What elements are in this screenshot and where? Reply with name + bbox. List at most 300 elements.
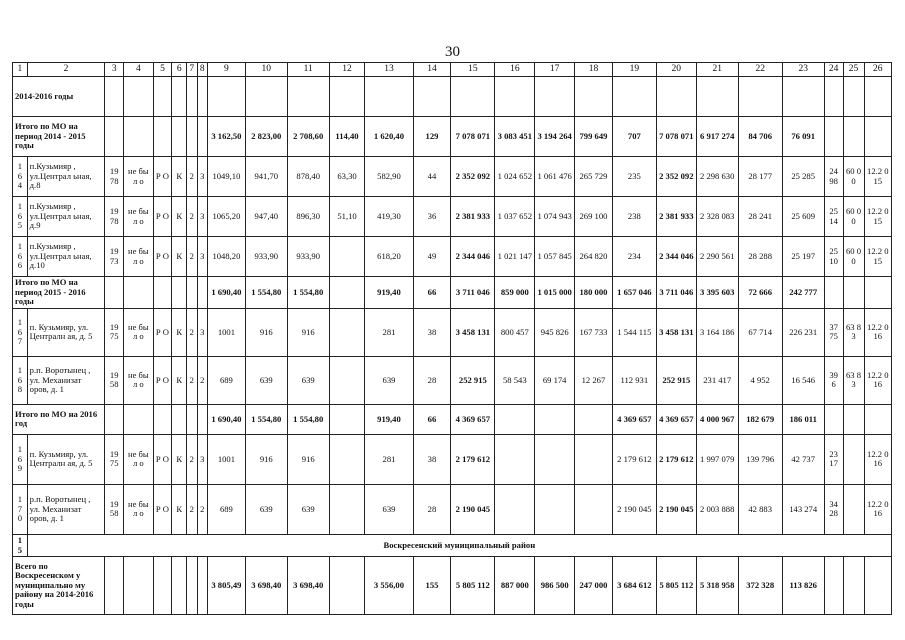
empty-cell [187,77,197,117]
cell-col-9: 1048,20 [208,237,246,277]
cell-col-17: 1 061 476 [535,157,575,197]
cell-col-5: Р О [153,434,172,484]
cell-col-4: не был о [124,197,153,237]
address-cell: п.Кузьмияр , ул.Централ ьная, д.10 [27,237,105,277]
cell-col-10: 947,40 [245,197,287,237]
cell-col-15: 2 352 092 [451,157,495,197]
empty-cell [172,77,187,117]
cell-col-6 [172,557,187,615]
cell-col-26 [864,277,891,309]
cell-col-16 [495,484,535,534]
empty-cell [738,77,782,117]
cell-col-12: 63,30 [329,157,365,197]
cell-col-3: 19 73 [105,237,124,277]
cell-col-11: 639 [287,484,329,534]
cell-col-13: 419,30 [365,197,413,237]
table-row [13,356,892,404]
header-cell: 1 [13,63,28,77]
header-cell: 13 [365,63,413,77]
cell-col-14: 66 [413,404,451,434]
cell-col-7: 2 [187,237,197,277]
cell-col-16 [495,434,535,484]
row-number: 1 6 6 [13,237,28,277]
empty-cell [329,77,365,117]
cell-col-21: 2 290 561 [696,237,738,277]
cell-col-4: не был о [124,434,153,484]
cell-col-6: К [172,157,187,197]
cell-col-19: 1 657 046 [612,277,656,309]
header-cell: 9 [208,63,246,77]
row-number: 1 6 7 [13,308,28,356]
cell-col-8: 3 [197,197,207,237]
empty-cell [451,77,495,117]
header-cell: 5 [153,63,172,77]
cell-col-17: 3 194 264 [535,117,575,157]
cell-col-14: 66 [413,277,451,309]
cell-col-9: 1001 [208,308,246,356]
cell-col-11: 1 554,80 [287,404,329,434]
empty-cell [696,77,738,117]
table-row [13,404,892,434]
cell-col-3 [105,557,124,615]
cell-col-22: 28 288 [738,237,782,277]
cell-col-13: 919,40 [365,277,413,309]
cell-col-5: Р О [153,197,172,237]
cell-col-19: 234 [612,237,656,277]
cell-col-24: 25 14 [824,197,843,237]
cell-col-5: Р О [153,308,172,356]
cell-col-18: 265 729 [575,157,613,197]
empty-cell [105,77,124,117]
cell-col-26: 12.2 015 [864,237,891,277]
cell-col-9: 1065,20 [208,197,246,237]
cell-col-10: 941,70 [245,157,287,197]
cell-col-19: 707 [612,117,656,157]
cell-col-12 [329,557,365,615]
cell-col-16: 859 000 [495,277,535,309]
cell-col-15: 3 711 046 [451,277,495,309]
cell-col-14: 129 [413,117,451,157]
empty-cell [843,77,864,117]
cell-col-26 [864,404,891,434]
cell-col-10: 933,90 [245,237,287,277]
cell-col-3: 19 58 [105,356,124,404]
cell-col-10: 916 [245,434,287,484]
header-cell: 2 [27,63,105,77]
cell-col-4: не был о [124,308,153,356]
cell-col-16: 1 024 652 [495,157,535,197]
cell-col-11: 2 708,60 [287,117,329,157]
cell-col-20: 2 381 933 [656,197,696,237]
cell-col-12 [329,356,365,404]
empty-cell [656,77,696,117]
empty-cell [824,77,843,117]
cell-col-3: 19 78 [105,197,124,237]
cell-col-12 [329,277,365,309]
cell-col-20: 5 805 112 [656,557,696,615]
cell-col-23: 186 011 [782,404,824,434]
cell-col-9: 1049,10 [208,157,246,197]
cell-col-12 [329,404,365,434]
cell-col-18: 167 733 [575,308,613,356]
period-label: 2014-2016 годы [13,77,105,117]
cell-col-17: 1 015 000 [535,277,575,309]
cell-col-14: 38 [413,308,451,356]
cell-col-21: 2 328 083 [696,197,738,237]
cell-col-10: 1 554,80 [245,404,287,434]
header-cell: 15 [451,63,495,77]
cell-col-7: 2 [187,197,197,237]
cell-col-20: 252 915 [656,356,696,404]
cell-col-15: 4 369 657 [451,404,495,434]
table-row [13,157,892,197]
cell-col-8: 3 [197,308,207,356]
cell-col-10: 639 [245,484,287,534]
cell-col-18 [575,434,613,484]
cell-col-11: 1 554,80 [287,277,329,309]
cell-col-11: 3 698,40 [287,557,329,615]
cell-col-20: 7 078 071 [656,117,696,157]
cell-col-6: К [172,237,187,277]
cell-col-19: 238 [612,197,656,237]
cell-col-7: 2 [187,484,197,534]
cell-col-10: 3 698,40 [245,557,287,615]
cell-col-6: К [172,356,187,404]
cell-col-26: 12.2 016 [864,484,891,534]
cell-col-24: 39 6 [824,356,843,404]
cell-col-4: не был о [124,484,153,534]
cell-col-25 [843,277,864,309]
header-cell: 25 [843,63,864,77]
cell-col-5 [153,117,172,157]
table-row [13,197,892,237]
empty-cell [495,77,535,117]
cell-col-26 [864,117,891,157]
cell-col-22: 28 241 [738,197,782,237]
table-row [13,534,892,556]
cell-col-16: 3 083 451 [495,117,535,157]
cell-col-22: 4 952 [738,356,782,404]
cell-col-7: 2 [187,434,197,484]
cell-col-25: 60 00 [843,157,864,197]
cell-col-20: 4 369 657 [656,404,696,434]
cell-col-10: 2 823,00 [245,117,287,157]
total-label: Всего по Воскресенском у муниципально му району на 2014-2016 годы [13,557,105,615]
cell-col-20: 2 179 612 [656,434,696,484]
header-cell: 23 [782,63,824,77]
cell-col-7 [187,404,197,434]
cell-col-7: 2 [187,157,197,197]
row-number: 1 6 4 [13,157,28,197]
cell-col-13: 281 [365,308,413,356]
cell-col-5: Р О [153,484,172,534]
header-cell: 26 [864,63,891,77]
cell-col-22: 372 328 [738,557,782,615]
header-cell: 20 [656,63,696,77]
address-cell: р.п. Воротынец , ул. Механизат оров, д. 1 [27,356,105,404]
cell-col-9: 3 805,49 [208,557,246,615]
cell-col-6 [172,404,187,434]
address-cell: п. Кузьмияр, ул. Централн ая, д. 5 [27,308,105,356]
row-number: 1 6 5 [13,197,28,237]
cell-col-23: 113 826 [782,557,824,615]
header-cell: 10 [245,63,287,77]
header-cell: 12 [329,63,365,77]
header-cell: 6 [172,63,187,77]
empty-cell [535,77,575,117]
cell-col-13: 1 620,40 [365,117,413,157]
cell-col-26: 12.2 016 [864,434,891,484]
cell-col-25 [843,404,864,434]
cell-col-8 [197,404,207,434]
cell-col-21: 3 164 186 [696,308,738,356]
cell-col-17 [535,484,575,534]
cell-col-13: 3 556,00 [365,557,413,615]
cell-col-5 [153,404,172,434]
cell-col-6 [172,117,187,157]
row-number: 1 6 9 [13,434,28,484]
cell-col-19: 2 190 045 [612,484,656,534]
cell-col-16: 1 037 652 [495,197,535,237]
cell-col-3: 19 58 [105,484,124,534]
cell-col-13: 639 [365,484,413,534]
cell-col-25: 60 00 [843,237,864,277]
cell-col-6 [172,277,187,309]
cell-col-22: 28 177 [738,157,782,197]
cell-col-14: 155 [413,557,451,615]
cell-col-23: 143 274 [782,484,824,534]
cell-col-14: 49 [413,237,451,277]
empty-cell [287,77,329,117]
cell-col-12 [329,308,365,356]
cell-col-4: не был о [124,356,153,404]
cell-col-24 [824,404,843,434]
cell-col-22: 84 706 [738,117,782,157]
cell-col-17: 1 074 943 [535,197,575,237]
cell-col-24 [824,557,843,615]
cell-col-5: Р О [153,237,172,277]
cell-col-7: 2 [187,356,197,404]
cell-col-7 [187,117,197,157]
empty-cell [782,77,824,117]
cell-col-11: 639 [287,356,329,404]
cell-col-23: 16 546 [782,356,824,404]
cell-col-12 [329,237,365,277]
table-row [13,117,892,157]
cell-col-14: 28 [413,484,451,534]
cell-col-21: 6 917 274 [696,117,738,157]
cell-col-8: 2 [197,484,207,534]
cell-col-23: 226 231 [782,308,824,356]
cell-col-16: 58 543 [495,356,535,404]
cell-col-13: 639 [365,356,413,404]
cell-col-3: 19 75 [105,308,124,356]
cell-col-5: Р О [153,356,172,404]
cell-col-9: 1 690,40 [208,404,246,434]
cell-col-15: 252 915 [451,356,495,404]
cell-col-24: 24 98 [824,157,843,197]
cell-col-8: 3 [197,237,207,277]
cell-col-20: 3 458 131 [656,308,696,356]
cell-col-25: 60 00 [843,197,864,237]
cell-col-11: 916 [287,308,329,356]
cell-col-4 [124,117,153,157]
cell-col-6: К [172,484,187,534]
cell-col-13: 618,20 [365,237,413,277]
cell-col-3 [105,117,124,157]
section-number: 1 5 [13,534,28,556]
cell-col-24: 34 28 [824,484,843,534]
header-row [13,63,892,77]
empty-cell [245,77,287,117]
table-row [13,484,892,534]
cell-col-23: 42 737 [782,434,824,484]
cell-col-12 [329,434,365,484]
cell-col-25: 63 83 [843,356,864,404]
table-row [13,237,892,277]
empty-cell [124,77,153,117]
address-cell: п. Кузьмияр, ул. Централн ая, д. 5 [27,434,105,484]
table-row [13,308,892,356]
cell-col-9: 3 162,50 [208,117,246,157]
cell-col-17 [535,404,575,434]
cell-col-8 [197,117,207,157]
cell-col-18 [575,404,613,434]
empty-cell [197,77,207,117]
cell-col-25 [843,557,864,615]
cell-col-25 [843,117,864,157]
cell-col-24 [824,117,843,157]
cell-col-15: 2 179 612 [451,434,495,484]
cell-col-26 [864,557,891,615]
section-title: Воскресенский муниципальный район [27,534,891,556]
cell-col-18: 180 000 [575,277,613,309]
cell-col-23: 25 609 [782,197,824,237]
address-cell: р.п. Воротынец , ул. Механизат оров, д. 1 [27,484,105,534]
cell-col-8: 3 [197,434,207,484]
header-cell: 11 [287,63,329,77]
cell-col-5 [153,557,172,615]
address-cell: п.Кузьмияр , ул.Централ ьная, д.8 [27,157,105,197]
cell-col-22: 182 679 [738,404,782,434]
cell-col-26: 12.2 016 [864,308,891,356]
header-cell: 24 [824,63,843,77]
cell-col-17: 69 174 [535,356,575,404]
empty-cell [413,77,451,117]
row-number: 1 6 8 [13,356,28,404]
cell-col-7 [187,277,197,309]
cell-col-19: 2 179 612 [612,434,656,484]
cell-col-15: 2 344 046 [451,237,495,277]
cell-col-17 [535,434,575,484]
cell-col-24: 25 10 [824,237,843,277]
header-cell: 21 [696,63,738,77]
cell-col-11: 896,30 [287,197,329,237]
cell-col-22: 42 883 [738,484,782,534]
cell-col-17: 986 500 [535,557,575,615]
cell-col-21: 3 395 603 [696,277,738,309]
cell-col-14: 44 [413,157,451,197]
empty-cell [575,77,613,117]
cell-col-13: 582,90 [365,157,413,197]
total-label: Итого по МО на 2016 год [13,404,105,434]
cell-col-17: 1 057 845 [535,237,575,277]
table-row [13,557,892,615]
cell-col-8: 2 [197,356,207,404]
cell-col-21: 2 003 888 [696,484,738,534]
total-label: Итого по МО на период 2014 - 2015 годы [13,117,105,157]
cell-col-16: 887 000 [495,557,535,615]
cell-col-3: 19 75 [105,434,124,484]
cell-col-25 [843,434,864,484]
cell-col-15: 2 190 045 [451,484,495,534]
cell-col-11: 933,90 [287,237,329,277]
cell-col-6: К [172,197,187,237]
header-cell: 19 [612,63,656,77]
empty-cell [153,77,172,117]
cell-col-20: 3 711 046 [656,277,696,309]
cell-col-18: 269 100 [575,197,613,237]
cell-col-5 [153,277,172,309]
cell-col-9: 689 [208,356,246,404]
cell-col-23: 25 197 [782,237,824,277]
cell-col-22: 139 796 [738,434,782,484]
cell-col-15: 3 458 131 [451,308,495,356]
cell-col-23: 76 091 [782,117,824,157]
cell-col-22: 67 714 [738,308,782,356]
cell-col-20: 2 352 092 [656,157,696,197]
cell-col-18: 799 649 [575,117,613,157]
cell-col-3 [105,404,124,434]
cell-col-4: не был о [124,157,153,197]
row-number: 1 7 0 [13,484,28,534]
cell-col-12: 114,40 [329,117,365,157]
cell-col-20: 2 190 045 [656,484,696,534]
cell-col-22: 72 666 [738,277,782,309]
header-cell: 16 [495,63,535,77]
cell-col-9: 1001 [208,434,246,484]
address-cell: п.Кузьмияр , ул.Централ ьная, д.9 [27,197,105,237]
header-cell: 7 [187,63,197,77]
cell-col-20: 2 344 046 [656,237,696,277]
cell-col-6: К [172,434,187,484]
cell-col-8 [197,277,207,309]
data-table [12,62,892,615]
empty-cell [864,77,891,117]
cell-col-19: 235 [612,157,656,197]
empty-cell [365,77,413,117]
cell-col-19: 112 931 [612,356,656,404]
table-row [13,434,892,484]
cell-col-17: 945 826 [535,308,575,356]
header-cell: 17 [535,63,575,77]
cell-col-3: 19 78 [105,157,124,197]
cell-col-16 [495,404,535,434]
cell-col-23: 25 285 [782,157,824,197]
page-number: 30 [445,44,460,60]
cell-col-15: 5 805 112 [451,557,495,615]
cell-col-12 [329,484,365,534]
cell-col-26: 12.2 015 [864,157,891,197]
cell-col-19: 1 544 115 [612,308,656,356]
cell-col-4 [124,277,153,309]
cell-col-21: 231 417 [696,356,738,404]
cell-col-25: 63 83 [843,308,864,356]
cell-col-7: 2 [187,308,197,356]
cell-col-13: 919,40 [365,404,413,434]
cell-col-4: не был о [124,237,153,277]
cell-col-18: 247 000 [575,557,613,615]
